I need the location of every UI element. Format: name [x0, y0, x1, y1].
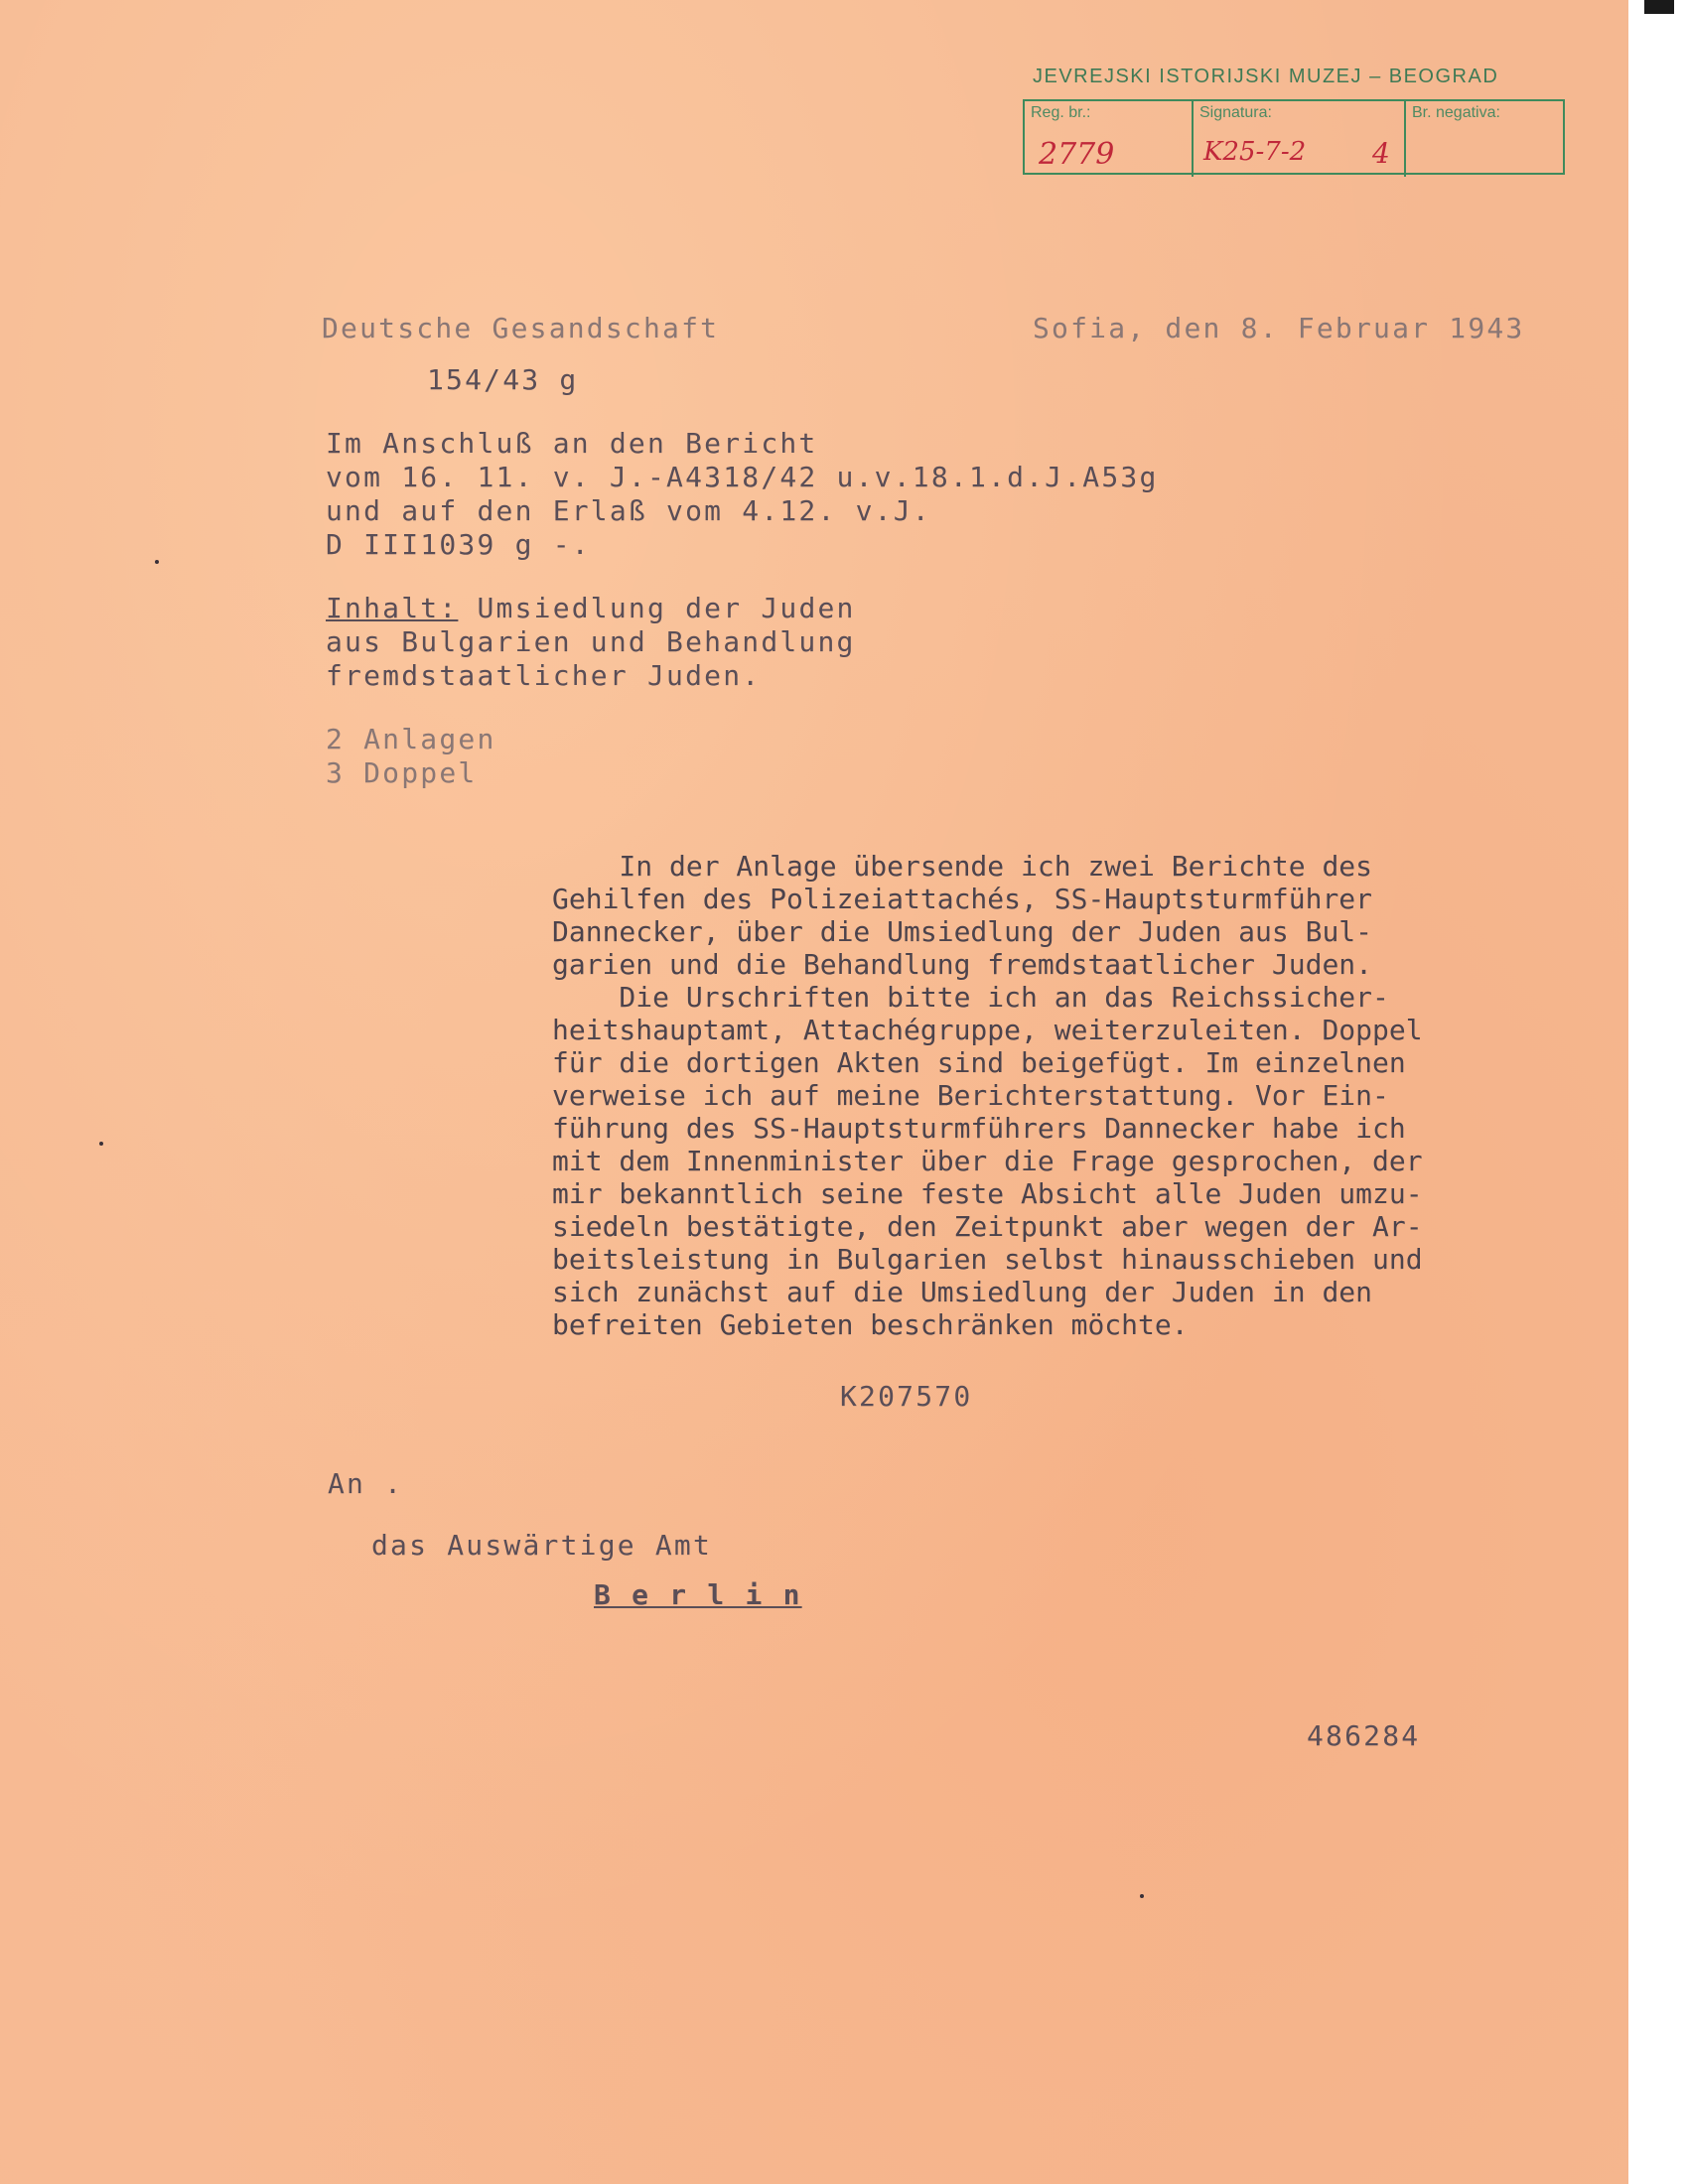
subject-line: aus Bulgarien und Behandlung	[326, 625, 856, 658]
reference-line: Im Anschluß an den Bericht	[326, 427, 818, 460]
body-line: befreiten Gebieten beschränken möchte.	[552, 1308, 1189, 1341]
stamp-negativ-label: Br. negativa:	[1412, 104, 1500, 121]
body-line: für die dortigen Akten sind beigefügt. Im einzelnen	[552, 1046, 1406, 1079]
body-line: Die Urschriften bitte ich an das Reichssicher-	[552, 981, 1389, 1014]
body-line: siedeln bestätigte, den Zeitpunkt aber wegen der Ar-	[552, 1210, 1423, 1243]
body-line: verweise ich auf meine Berichterstattung. Vor Ein-	[552, 1079, 1389, 1112]
reference-line: D III1039 g -.	[326, 528, 591, 561]
stamp-signatura-label: Signatura:	[1199, 104, 1272, 121]
stamp-signatura-cell	[1194, 101, 1406, 177]
body-line: mit dem Innenminister über die Frage gesprochen, der	[552, 1145, 1423, 1177]
stamp-signatura-value: K25-7-2	[1203, 137, 1307, 167]
stamp-title: JEVREJSKI ISTORIJSKI MUZEJ – BEOGRAD	[1033, 66, 1499, 87]
body-line: Gehilfen des Polizeiattachés, SS-Hauptsturmführer	[552, 883, 1373, 915]
body-line: führung des SS-Hauptsturmführers Dannecker habe ich	[552, 1112, 1406, 1145]
archive-stamp	[1023, 99, 1565, 175]
sender: Deutsche Gesandschaft	[322, 312, 720, 344]
attachments-line: 3 Doppel	[326, 756, 478, 789]
subject-line	[326, 592, 856, 625]
recipient-office: das Auswärtige Amt	[371, 1529, 713, 1562]
stamp-reg-value: 2779	[1039, 137, 1115, 172]
stamp-negativ-cell	[1406, 101, 1563, 177]
body-line: heitshauptamt, Attachégruppe, weiterzuleiten. Doppel	[552, 1014, 1423, 1046]
reference-line: vom 16. 11. v. J.-A4318/42 u.v.18.1.d.J.A53g	[326, 461, 1159, 493]
body-line: sich zunächst auf die Umsiedlung der Juden in den	[552, 1276, 1373, 1308]
body-line: Dannecker, über die Umsiedlung der Juden aus Bul-	[552, 915, 1373, 948]
subject-line: fremdstaatlicher Juden.	[326, 659, 762, 692]
stamp-signatura-sub: 4	[1372, 137, 1390, 170]
footer-number: 486284	[1307, 1719, 1421, 1752]
paper-speck	[99, 1142, 103, 1146]
paper-speck	[1140, 1894, 1144, 1898]
body-line: garien und die Behandlung fremdstaatlicher Juden.	[552, 948, 1373, 981]
place-date: Sofia, den 8. Februar 1943	[1033, 312, 1525, 344]
reference-line: und auf den Erlaß vom 4.12. v.J.	[326, 494, 931, 527]
stamp-reg-cell	[1025, 101, 1194, 177]
scan-margin	[1636, 0, 1674, 2184]
scan-corner-mark	[1644, 0, 1674, 14]
attachments-line: 2 Anlagen	[326, 723, 496, 755]
file-number: 154/43 g	[427, 363, 579, 396]
stamp-reg-label: Reg. br.:	[1031, 104, 1091, 121]
archive-number: K207570	[840, 1380, 973, 1413]
recipient-city: B e r l i n	[594, 1578, 802, 1611]
body-line: mir bekanntlich seine feste Absicht alle Juden umzu-	[552, 1177, 1423, 1210]
subject-text: Umsiedlung der Juden	[458, 592, 856, 624]
paper-speck	[155, 560, 159, 564]
body-line: In der Anlage übersende ich zwei Berichte des	[552, 850, 1373, 883]
body-line: beitsleistung in Bulgarien selbst hinausschieben und	[552, 1243, 1423, 1276]
subject-label: Inhalt:	[326, 592, 459, 624]
recipient-to: An .	[328, 1467, 404, 1500]
